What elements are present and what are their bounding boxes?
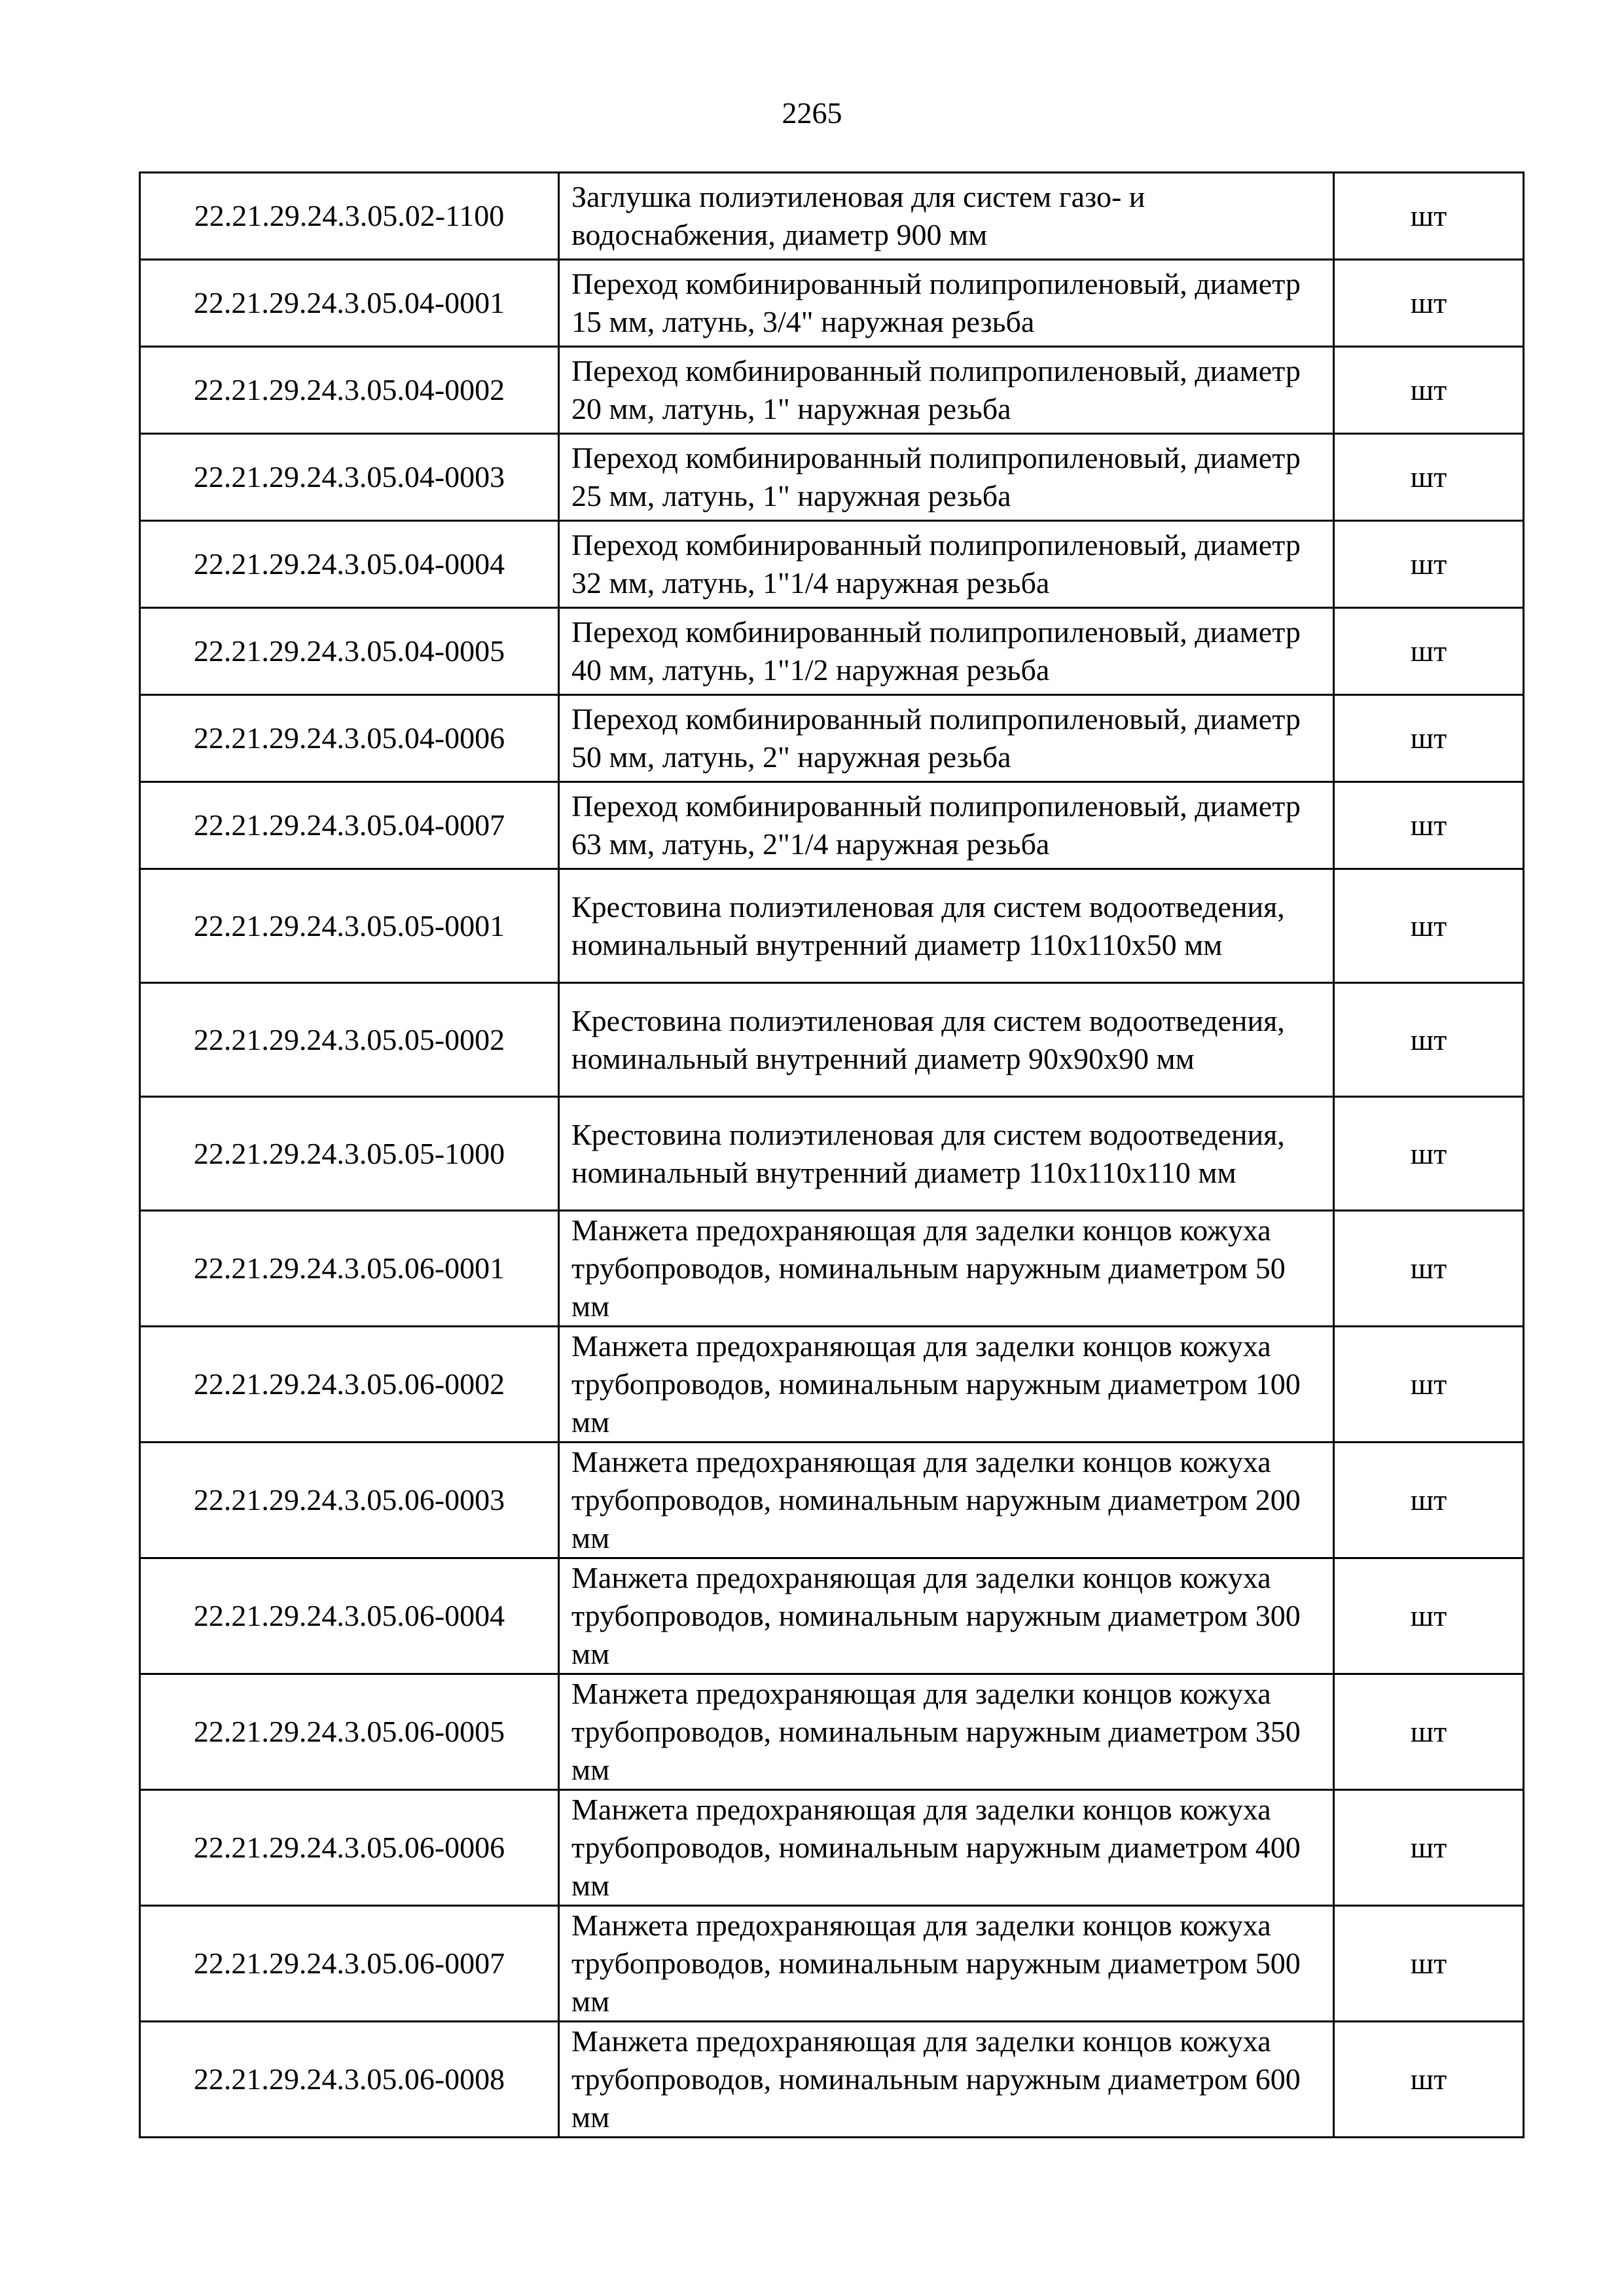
table-row — [140, 2022, 1524, 2138]
resource-code: 22.21.29.24.3.05.06-0001 — [140, 1211, 559, 1327]
resource-code: 22.21.29.24.3.05.05-1000 — [140, 1097, 559, 1211]
unit-of-measure: шт — [1334, 869, 1524, 983]
resource-name: Манжета предохраняющая для заделки концов кожуха трубопроводов, номинальным наружным диаметром 300 мм — [559, 1558, 1334, 1674]
table-row — [140, 347, 1524, 434]
resource-name: Переход комбинированный полипропиленовый, диаметр 20 мм, латунь, 1" наружная резьба — [559, 347, 1334, 434]
resource-code: 22.21.29.24.3.05.05-0001 — [140, 869, 559, 983]
unit-of-measure: шт — [1334, 2022, 1524, 2138]
resource-name: Крестовина полиэтиленовая для систем водоотведения, номинальный внутренний диаметр 110х110х110 мм — [559, 1097, 1334, 1211]
resource-name: Крестовина полиэтиленовая для систем водоотведения, номинальный внутренний диаметр 90х90х90 мм — [559, 983, 1334, 1097]
unit-of-measure: шт — [1334, 983, 1524, 1097]
resource-code: 22.21.29.24.3.05.06-0002 — [140, 1327, 559, 1443]
unit-of-measure: шт — [1334, 1097, 1524, 1211]
resource-code-table — [139, 171, 1525, 2138]
unit-of-measure: шт — [1334, 1906, 1524, 2022]
resource-name: Манжета предохраняющая для заделки концов кожуха трубопроводов, номинальным наружным диаметром 100 мм — [559, 1327, 1334, 1443]
resource-name: Переход комбинированный полипропиленовый, диаметр 32 мм, латунь, 1"1/4 наружная резьба — [559, 521, 1334, 608]
unit-of-measure: шт — [1334, 1558, 1524, 1674]
unit-of-measure: шт — [1334, 521, 1524, 608]
unit-of-measure: шт — [1334, 1674, 1524, 1790]
resource-code: 22.21.29.24.3.05.04-0003 — [140, 434, 559, 521]
unit-of-measure: шт — [1334, 434, 1524, 521]
resource-name: Переход комбинированный полипропиленовый, диаметр 25 мм, латунь, 1" наружная резьба — [559, 434, 1334, 521]
resource-name: Манжета предохраняющая для заделки концов кожуха трубопроводов, номинальным наружным диаметром 350 мм — [559, 1674, 1334, 1790]
table-row — [140, 782, 1524, 869]
table-row — [140, 1674, 1524, 1790]
resource-name: Переход комбинированный полипропиленовый, диаметр 50 мм, латунь, 2" наружная резьба — [559, 695, 1334, 782]
resource-name: Переход комбинированный полипропиленовый, диаметр 63 мм, латунь, 2"1/4 наружная резьба — [559, 782, 1334, 869]
resource-code: 22.21.29.24.3.05.02-1100 — [140, 173, 559, 260]
table-row — [140, 1097, 1524, 1211]
resource-name: Крестовина полиэтиленовая для систем водоотведения, номинальный внутренний диаметр 110х110х50 мм — [559, 869, 1334, 983]
table-row — [140, 1558, 1524, 1674]
resource-name: Манжета предохраняющая для заделки концов кожуха трубопроводов, номинальным наружным диаметром 400 мм — [559, 1790, 1334, 1906]
resource-code: 22.21.29.24.3.05.06-0008 — [140, 2022, 559, 2138]
resource-code: 22.21.29.24.3.05.06-0005 — [140, 1674, 559, 1790]
table-row — [140, 608, 1524, 695]
resource-code: 22.21.29.24.3.05.04-0007 — [140, 782, 559, 869]
resource-code: 22.21.29.24.3.05.06-0006 — [140, 1790, 559, 1906]
table-row — [140, 434, 1524, 521]
table-row — [140, 1443, 1524, 1558]
page-number: 2265 — [782, 96, 842, 130]
resource-code: 22.21.29.24.3.05.04-0006 — [140, 695, 559, 782]
unit-of-measure: шт — [1334, 1327, 1524, 1443]
unit-of-measure: шт — [1334, 782, 1524, 869]
resource-code: 22.21.29.24.3.05.04-0001 — [140, 260, 559, 347]
unit-of-measure: шт — [1334, 608, 1524, 695]
resource-name: Переход комбинированный полипропиленовый, диаметр 40 мм, латунь, 1"1/2 наружная резьба — [559, 608, 1334, 695]
resource-code: 22.21.29.24.3.05.04-0004 — [140, 521, 559, 608]
table-row — [140, 521, 1524, 608]
resource-code: 22.21.29.24.3.05.06-0004 — [140, 1558, 559, 1674]
unit-of-measure: шт — [1334, 1790, 1524, 1906]
resource-code: 22.21.29.24.3.05.05-0002 — [140, 983, 559, 1097]
unit-of-measure: шт — [1334, 260, 1524, 347]
table-row — [140, 983, 1524, 1097]
table-row — [140, 1211, 1524, 1327]
resource-name: Заглушка полиэтиленовая для систем газо- и водоснабжения, диаметр 900 мм — [559, 173, 1334, 260]
unit-of-measure: шт — [1334, 1443, 1524, 1558]
resource-code: 22.21.29.24.3.05.04-0005 — [140, 608, 559, 695]
table-row — [140, 869, 1524, 983]
unit-of-measure: шт — [1334, 1211, 1524, 1327]
resource-name: Манжета предохраняющая для заделки концов кожуха трубопроводов, номинальным наружным диаметром 500 мм — [559, 1906, 1334, 2022]
unit-of-measure: шт — [1334, 347, 1524, 434]
unit-of-measure: шт — [1334, 695, 1524, 782]
table-row — [140, 260, 1524, 347]
table-row — [140, 695, 1524, 782]
table-row — [140, 173, 1524, 260]
resource-name: Манжета предохраняющая для заделки концов кожуха трубопроводов, номинальным наружным диаметром 200 мм — [559, 1443, 1334, 1558]
resource-name: Манжета предохраняющая для заделки концов кожуха трубопроводов, номинальным наружным диаметром 600 мм — [559, 2022, 1334, 2138]
table-row — [140, 1906, 1524, 2022]
table-row — [140, 1327, 1524, 1443]
resource-name: Манжета предохраняющая для заделки концов кожуха трубопроводов, номинальным наружным диаметром 50 мм — [559, 1211, 1334, 1327]
unit-of-measure: шт — [1334, 173, 1524, 260]
resource-code: 22.21.29.24.3.05.06-0003 — [140, 1443, 559, 1558]
resource-code: 22.21.29.24.3.05.04-0002 — [140, 347, 559, 434]
resource-name: Переход комбинированный полипропиленовый, диаметр 15 мм, латунь, 3/4" наружная резьба — [559, 260, 1334, 347]
resource-code: 22.21.29.24.3.05.06-0007 — [140, 1906, 559, 2022]
table-row — [140, 1790, 1524, 1906]
